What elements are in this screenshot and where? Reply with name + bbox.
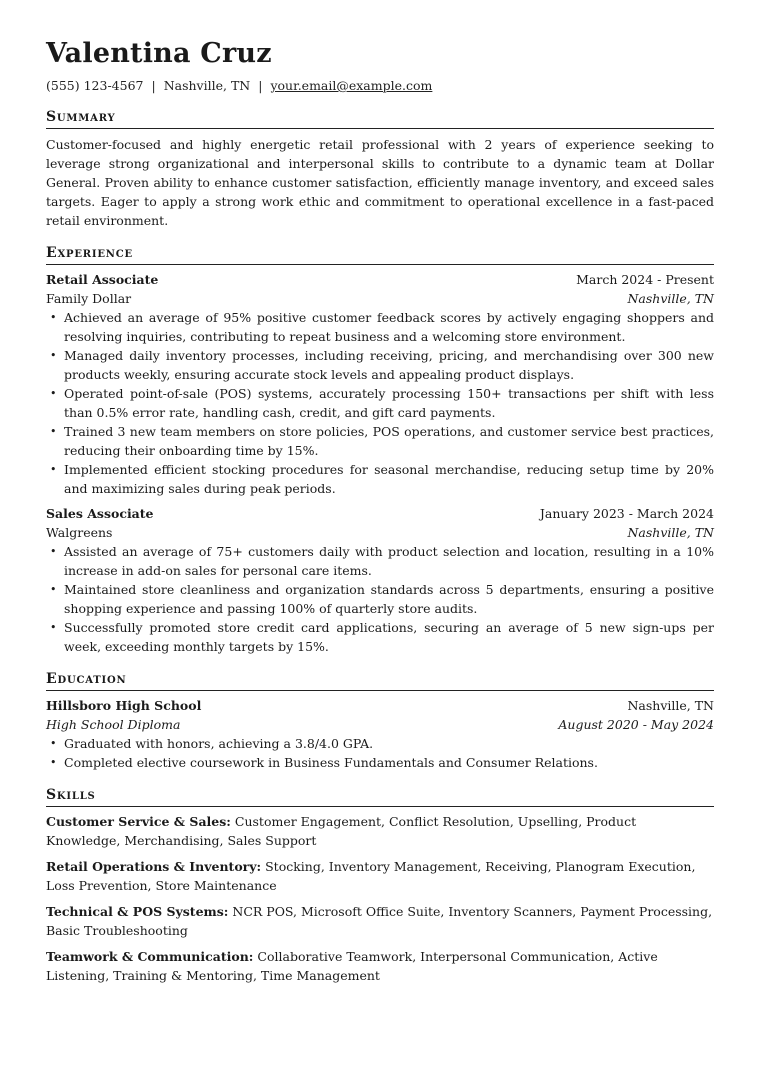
candidate-name: Valentina Cruz <box>46 38 272 69</box>
section-title-education: Education <box>46 670 714 691</box>
location: Nashville, TN <box>163 78 251 93</box>
education-degree-row <box>46 716 714 735</box>
list-item: • Assisted an average of 75+ customers daily with product selection and location, resulting in a 10% increase in add-on sales for personal care items. <box>64 542 714 580</box>
school-name: Hillsboro High School <box>46 698 202 713</box>
list-item: • Managed daily inventory processes, including receiving, pricing, and merchandising over 300 new products weekly, ensuring accurate stock levels and appealing product displays. <box>64 346 714 384</box>
list-item: • Achieved an average of 95% positive customer feedback scores by actively engaging shoppers and resolving inquiries, contributing to repeat business and a welcoming store environment. <box>64 308 714 346</box>
job-company: Family Dollar <box>46 290 132 306</box>
school-location: Nashville, TN <box>627 698 714 713</box>
job-company-row <box>46 524 714 543</box>
education-section <box>46 670 714 772</box>
job-role: Sales Associate <box>46 506 154 521</box>
job-role: Retail Associate <box>46 272 159 287</box>
education-bullets <box>46 734 714 772</box>
email-link[interactable]: your.email@example.com <box>270 78 433 93</box>
job-location: Nashville, TN <box>627 290 714 306</box>
contact-separator: | <box>151 78 156 93</box>
job-entry <box>46 505 714 656</box>
skill-group <box>46 813 714 850</box>
list-item: • Graduated with honors, achieving a 3.8/4.0 GPA. <box>64 734 714 753</box>
list-item: • Completed elective coursework in Business Fundamentals and Consumer Relations. <box>64 753 714 772</box>
job-entry <box>46 271 714 498</box>
skill-group-items: Collaborative Teamwork, Interpersonal Communication, Active Listening, Training & Mentoring, Time Management <box>46 949 658 983</box>
experience-section <box>46 244 714 656</box>
skills-section <box>46 786 714 985</box>
skill-group-items: Stocking, Inventory Management, Receiving, Planogram Execution, Loss Prevention, Store Maintenance <box>46 859 696 893</box>
summary-text: Customer-focused and highly energetic retail professional with 2 years of experience seeking to leverage strong organizational and interpersonal skills to contribute to a dynamic team at Dollar General. Proven ability to enhance customer satisfaction, efficiently manage inventory, and exceed sales targets. Eager to apply a strong work ethic and commitment to operational excellence in a fast-paced retail environment. <box>46 137 714 228</box>
skill-group-label: Teamwork & Communication: <box>46 949 254 964</box>
summary-section <box>46 108 714 230</box>
skill-group-items: Customer Engagement, Conflict Resolution, Upselling, Product Knowledge, Merchandising, Sales Support <box>46 814 637 848</box>
section-title-skills: Skills <box>46 786 714 807</box>
phone-number: (555) 123-4567 <box>46 78 144 93</box>
job-header-row <box>46 505 714 524</box>
contact-line <box>46 78 714 94</box>
job-company: Walgreens <box>46 524 113 540</box>
section-title-summary: Summary <box>46 108 714 129</box>
contact-separator: | <box>258 78 263 93</box>
section-title-experience: Experience <box>46 244 714 265</box>
job-dates: January 2023 - March 2024 <box>539 506 714 521</box>
degree: High School Diploma <box>46 716 181 732</box>
skill-group-items: NCR POS, Microsoft Office Suite, Inventory Scanners, Payment Processing, Basic Troubleshooting <box>46 904 713 938</box>
job-company-row <box>46 290 714 309</box>
list-item: • Successfully promoted store credit card applications, securing an average of 5 new sign-ups per week, exceeding monthly targets by 15%. <box>64 618 714 656</box>
skill-group-label: Technical & POS Systems: <box>46 904 229 919</box>
education-dates: August 2020 - May 2024 <box>558 716 714 732</box>
list-item: • Operated point-of-sale (POS) systems, accurately processing 150+ transactions per shift with less than 0.5% error rate, handling cash, credit, and gift card payments. <box>64 384 714 422</box>
job-bullets <box>46 542 714 656</box>
list-item: • Implemented efficient stocking procedures for seasonal merchandise, reducing setup time by 20% and maximizing sales during peak periods. <box>64 460 714 498</box>
job-dates: March 2024 - Present <box>576 272 714 287</box>
education-header-row <box>46 697 714 716</box>
skill-group <box>46 903 714 940</box>
job-header-row <box>46 271 714 290</box>
skill-group <box>46 858 714 895</box>
list-item: • Maintained store cleanliness and organization standards across 5 departments, ensuring a positive shopping experience and passing 100% of quarterly store audits. <box>64 580 714 618</box>
resume-header <box>46 38 714 94</box>
skill-group-label: Customer Service & Sales: <box>46 814 231 829</box>
job-bullets <box>46 308 714 498</box>
skill-group-label: Retail Operations & Inventory: <box>46 859 262 874</box>
job-location: Nashville, TN <box>627 524 714 540</box>
list-item: • Trained 3 new team members on store policies, POS operations, and customer service best practices, reducing their onboarding time by 15%. <box>64 422 714 460</box>
skill-group <box>46 948 714 985</box>
